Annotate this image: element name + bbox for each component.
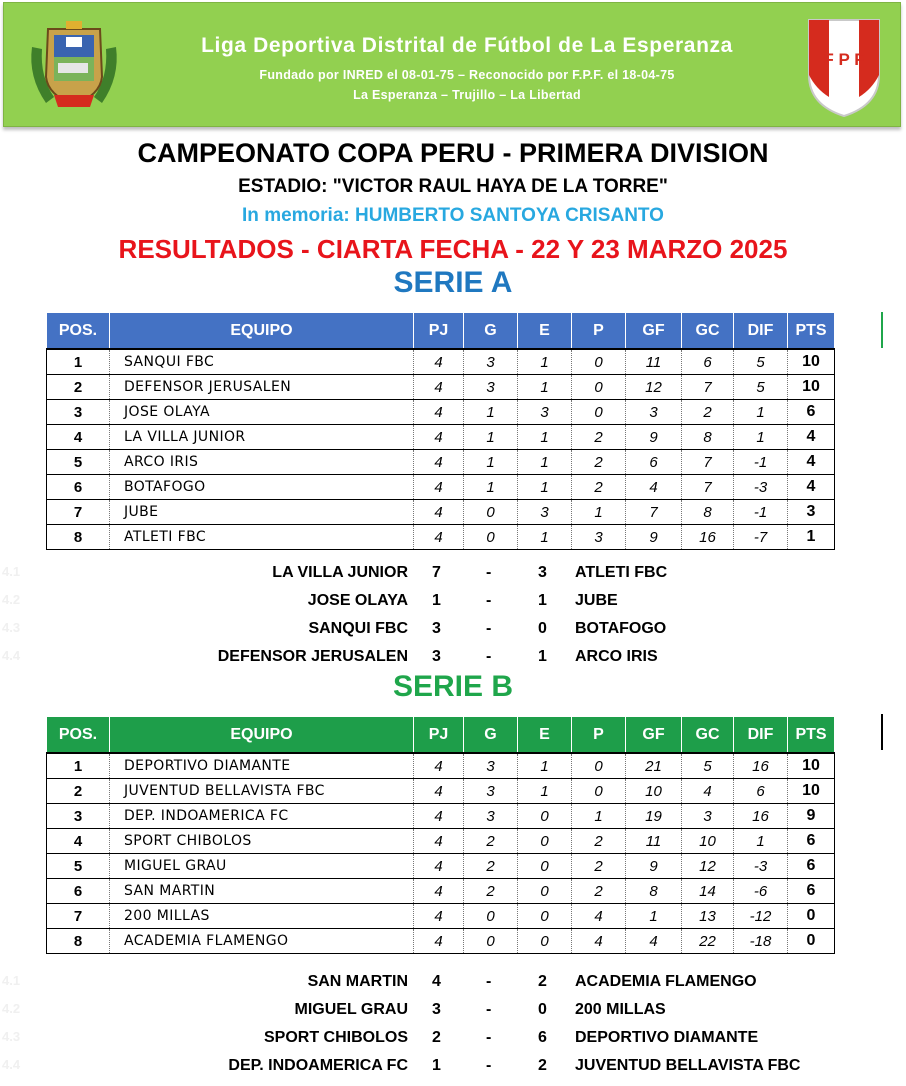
cell-lost: 1 [572,804,626,829]
cell-team: DEP. INDOAMERICA FC [110,804,414,829]
stadium-name: ESTADIO: "VICTOR RAUL HAYA DE LA TORRE" [238,176,668,197]
league-crest-logo [24,17,124,113]
cell-won: 3 [464,375,518,400]
edge-mark [881,312,883,348]
cell-points: 6 [788,829,835,854]
cell-goals-against: 7 [682,375,734,400]
cell-played: 4 [414,804,464,829]
cell-team: ACADEMIA FLAMENGO [110,929,414,954]
cell-goals-against: 10 [682,829,734,854]
column-header-goals-against: GC [682,313,734,350]
home-score: 3 [432,1001,441,1018]
cell-position: 5 [47,450,110,475]
cell-goals-for: 4 [626,475,682,500]
cell-lost: 0 [572,400,626,425]
cell-drawn: 1 [518,753,572,779]
cell-position: 1 [47,753,110,779]
cell-lost: 0 [572,779,626,804]
cell-won: 3 [464,804,518,829]
cell-goals-against: 7 [682,450,734,475]
cell-position: 4 [47,829,110,854]
serie-a-results [0,560,906,672]
cell-drawn: 1 [518,779,572,804]
cell-position: 7 [47,500,110,525]
table-row [47,879,835,904]
column-header-drawn: E [518,717,572,754]
cell-position: 3 [47,400,110,425]
column-header-team: EQUIPO [110,313,414,350]
cell-team: MIGUEL GRAU [110,854,414,879]
cell-played: 4 [414,779,464,804]
cell-lost: 0 [572,375,626,400]
table-header-row [47,717,835,754]
score-separator: - [486,1057,492,1074]
cell-goals-for: 7 [626,500,682,525]
away-score: 2 [538,1057,547,1074]
cell-position: 1 [47,349,110,375]
column-header-won: G [464,313,518,350]
cell-drawn: 3 [518,400,572,425]
cell-goal-diff: -3 [734,854,788,879]
match-result [0,1025,906,1053]
serie-b-results [0,969,906,1081]
away-score: 6 [538,1029,547,1046]
cell-drawn: 0 [518,804,572,829]
cell-team: DEFENSOR JERUSALEN [110,375,414,400]
match-number: 4.4 [2,648,21,663]
cell-goals-for: 9 [626,425,682,450]
cell-team: BOTAFOGO [110,475,414,500]
cell-team: JUVENTUD BELLAVISTA FBC [110,779,414,804]
cell-points: 4 [788,450,835,475]
cell-goals-against: 6 [682,349,734,375]
match-number: 4.1 [2,973,21,988]
table-row [47,779,835,804]
cell-points: 6 [788,879,835,904]
cell-points: 9 [788,804,835,829]
score-separator: - [486,973,492,990]
cell-lost: 3 [572,525,626,550]
cell-position: 2 [47,375,110,400]
cell-played: 4 [414,753,464,779]
serie-a-standings-table [46,312,835,550]
cell-position: 7 [47,904,110,929]
cell-team: SAN MARTIN [110,879,414,904]
cell-won: 1 [464,425,518,450]
results-title: RESULTADOS - CIARTA FECHA - 22 Y 23 MARZO 2025 [118,234,788,264]
table-header-row [47,313,835,350]
away-team: JUBE [575,592,618,609]
match-number: 4.2 [2,1001,21,1016]
cell-goals-against: 3 [682,804,734,829]
cell-points: 0 [788,929,835,954]
home-team: DEP. INDOAMERICA FC [228,1057,408,1074]
fpf-shield-logo [806,17,882,119]
cell-played: 4 [414,349,464,375]
cell-won: 1 [464,400,518,425]
away-score: 0 [538,1001,547,1018]
home-score: 4 [432,973,441,990]
column-header-goals-for: GF [626,717,682,754]
cell-team: ARCO IRIS [110,450,414,475]
match-number: 4.2 [2,592,21,607]
table-row [47,349,835,375]
cell-played: 4 [414,375,464,400]
cell-goals-against: 8 [682,500,734,525]
cell-goal-diff: -7 [734,525,788,550]
cell-played: 4 [414,879,464,904]
cell-goal-diff: -1 [734,500,788,525]
cell-lost: 0 [572,753,626,779]
match-number: 4.3 [2,620,21,635]
cell-won: 2 [464,829,518,854]
cell-lost: 4 [572,929,626,954]
cell-drawn: 0 [518,929,572,954]
score-separator: - [486,620,492,637]
cell-goal-diff: -12 [734,904,788,929]
cell-points: 6 [788,400,835,425]
column-header-played: PJ [414,717,464,754]
away-team: ACADEMIA FLAMENGO [575,973,757,990]
column-header-won: G [464,717,518,754]
match-result [0,560,906,588]
cell-points: 10 [788,779,835,804]
cell-points: 3 [788,500,835,525]
cell-drawn: 0 [518,879,572,904]
cell-drawn: 1 [518,349,572,375]
cell-goals-for: 9 [626,854,682,879]
cell-played: 4 [414,475,464,500]
cell-goal-diff: 6 [734,779,788,804]
cell-points: 4 [788,475,835,500]
column-header-goals-against: GC [682,717,734,754]
match-result [0,1053,906,1081]
cell-drawn: 1 [518,375,572,400]
cell-played: 4 [414,929,464,954]
cell-goals-for: 10 [626,779,682,804]
column-header-goal-diff: DIF [734,717,788,754]
cell-goals-for: 19 [626,804,682,829]
away-score: 1 [538,592,547,609]
away-team: ARCO IRIS [575,648,658,665]
cell-goals-against: 13 [682,904,734,929]
match-number: 4.4 [2,1057,21,1072]
away-score: 3 [538,564,547,581]
home-team: MIGUEL GRAU [294,1001,408,1018]
cell-goals-for: 4 [626,929,682,954]
edge-mark [881,714,883,750]
cell-played: 4 [414,450,464,475]
cell-won: 3 [464,779,518,804]
cell-goals-for: 1 [626,904,682,929]
match-number: 4.1 [2,564,21,579]
cell-position: 8 [47,525,110,550]
cell-position: 6 [47,475,110,500]
header-banner [3,2,901,127]
table-row [47,804,835,829]
cell-goals-against: 5 [682,753,734,779]
cell-points: 1 [788,525,835,550]
fpf-logo-text: F P F [823,50,865,69]
home-team: SPORT CHIBOLOS [263,1029,408,1046]
table-row [47,829,835,854]
score-separator: - [486,1001,492,1018]
column-header-lost: P [572,717,626,754]
cell-won: 0 [464,929,518,954]
cell-won: 0 [464,525,518,550]
away-score: 0 [538,620,547,637]
away-score: 2 [538,973,547,990]
away-team: 200 MILLAS [575,1001,666,1018]
cell-goals-for: 3 [626,400,682,425]
cell-position: 8 [47,929,110,954]
cell-goals-against: 7 [682,475,734,500]
cell-won: 0 [464,500,518,525]
cell-points: 10 [788,375,835,400]
column-header-played: PJ [414,313,464,350]
column-header-lost: P [572,313,626,350]
location-info: La Esperanza – Trujillo – La Libertad [353,88,581,102]
cell-won: 1 [464,475,518,500]
cell-won: 3 [464,349,518,375]
cell-goals-against: 14 [682,879,734,904]
away-team: BOTAFOGO [575,620,667,637]
cell-goals-for: 6 [626,450,682,475]
column-header-goals-for: GF [626,313,682,350]
cell-drawn: 1 [518,425,572,450]
home-score: 7 [432,564,441,581]
cell-lost: 2 [572,854,626,879]
column-header-team: EQUIPO [110,717,414,754]
founding-info: Fundado por INRED el 08-01-75 – Reconocido por F.P.F. el 18-04-75 [259,68,675,82]
table-row [47,525,835,550]
match-result [0,616,906,644]
table-row [47,475,835,500]
cell-drawn: 1 [518,525,572,550]
home-score: 2 [432,1029,441,1046]
score-separator: - [486,648,492,665]
cell-played: 4 [414,500,464,525]
match-result [0,997,906,1025]
column-header-drawn: E [518,313,572,350]
cell-lost: 4 [572,904,626,929]
cell-goals-for: 11 [626,829,682,854]
cell-points: 0 [788,904,835,929]
cell-goals-against: 2 [682,400,734,425]
cell-won: 1 [464,450,518,475]
cell-goal-diff: 16 [734,804,788,829]
cell-goal-diff: -6 [734,879,788,904]
table-row [47,929,835,954]
column-header-position: POS. [47,313,110,350]
table-row [47,753,835,779]
cell-played: 4 [414,904,464,929]
home-team: SANQUI FBC [308,620,408,637]
cell-played: 4 [414,854,464,879]
cell-played: 4 [414,425,464,450]
match-result [0,588,906,616]
serie-b-standings-table [46,716,835,954]
cell-goals-against: 8 [682,425,734,450]
home-score: 3 [432,620,441,637]
cell-lost: 1 [572,500,626,525]
away-team: DEPORTIVO DIAMANTE [575,1029,759,1046]
cell-goals-for: 8 [626,879,682,904]
cell-played: 4 [414,400,464,425]
table-row [47,854,835,879]
match-result [0,969,906,997]
table-row [47,425,835,450]
cell-lost: 2 [572,879,626,904]
cell-drawn: 1 [518,450,572,475]
cell-points: 6 [788,854,835,879]
home-score: 3 [432,648,441,665]
cell-goal-diff: 5 [734,349,788,375]
cell-drawn: 1 [518,475,572,500]
score-separator: - [486,1029,492,1046]
cell-goal-diff: 1 [734,425,788,450]
cell-points: 10 [788,349,835,375]
cell-team: SANQUI FBC [110,349,414,375]
home-team: DEFENSOR JERUSALEN [217,648,408,665]
home-score: 1 [432,592,441,609]
cell-team: JOSE OLAYA [110,400,414,425]
cell-goals-for: 9 [626,525,682,550]
cell-drawn: 0 [518,829,572,854]
cell-lost: 2 [572,829,626,854]
cell-goals-for: 21 [626,753,682,779]
cell-won: 0 [464,904,518,929]
cell-lost: 2 [572,450,626,475]
away-score: 1 [538,648,547,665]
table-row [47,375,835,400]
cell-won: 2 [464,879,518,904]
column-header-points: PTS [788,313,835,350]
cell-goals-for: 11 [626,349,682,375]
match-number: 4.3 [2,1029,21,1044]
cell-goals-against: 22 [682,929,734,954]
cell-goal-diff: -1 [734,450,788,475]
cell-team: JUBE [110,500,414,525]
cell-goal-diff: -18 [734,929,788,954]
cell-goal-diff: 1 [734,829,788,854]
cell-lost: 0 [572,349,626,375]
championship-title: CAMPEONATO COPA PERU - PRIMERA DIVISION [137,138,769,168]
cell-position: 3 [47,804,110,829]
cell-played: 4 [414,829,464,854]
table-row [47,450,835,475]
cell-goals-against: 16 [682,525,734,550]
score-separator: - [486,592,492,609]
cell-team: DEPORTIVO DIAMANTE [110,753,414,779]
cell-team: 200 MILLAS [110,904,414,929]
cell-goals-against: 12 [682,854,734,879]
away-team: JUVENTUD BELLAVISTA FBC [575,1057,801,1074]
cell-won: 3 [464,753,518,779]
cell-goal-diff: 1 [734,400,788,425]
serie-a-title: SERIE A [393,266,513,299]
serie-b-rows [47,753,835,954]
cell-position: 5 [47,854,110,879]
column-header-goal-diff: DIF [734,313,788,350]
cell-drawn: 0 [518,854,572,879]
cell-lost: 2 [572,475,626,500]
serie-a-rows [47,349,835,550]
cell-goals-for: 12 [626,375,682,400]
match-result [0,644,906,672]
score-separator: - [486,564,492,581]
serie-b-title: SERIE B [392,670,514,703]
home-score: 1 [432,1057,441,1074]
column-header-position: POS. [47,717,110,754]
cell-goal-diff: 5 [734,375,788,400]
home-team: LA VILLA JUNIOR [272,564,408,581]
cell-team: ATLETI FBC [110,525,414,550]
cell-goal-diff: 16 [734,753,788,779]
cell-goal-diff: -3 [734,475,788,500]
cell-drawn: 3 [518,500,572,525]
cell-goals-against: 4 [682,779,734,804]
cell-position: 6 [47,879,110,904]
league-title: Liga Deportiva Distrital de Fútbol de La Esperanza [201,34,733,57]
home-team: SAN MARTIN [307,973,408,990]
cell-lost: 2 [572,425,626,450]
cell-team: SPORT CHIBOLOS [110,829,414,854]
column-header-points: PTS [788,717,835,754]
cell-played: 4 [414,525,464,550]
cell-won: 2 [464,854,518,879]
home-team: JOSE OLAYA [307,592,408,609]
cell-points: 4 [788,425,835,450]
table-row [47,904,835,929]
memorial-line: In memoria: HUMBERTO SANTOYA CRISANTO [242,205,664,226]
cell-position: 4 [47,425,110,450]
cell-team: LA VILLA JUNIOR [110,425,414,450]
cell-points: 10 [788,753,835,779]
table-row [47,500,835,525]
table-row [47,400,835,425]
away-team: ATLETI FBC [575,564,668,581]
cell-drawn: 0 [518,904,572,929]
cell-position: 2 [47,779,110,804]
